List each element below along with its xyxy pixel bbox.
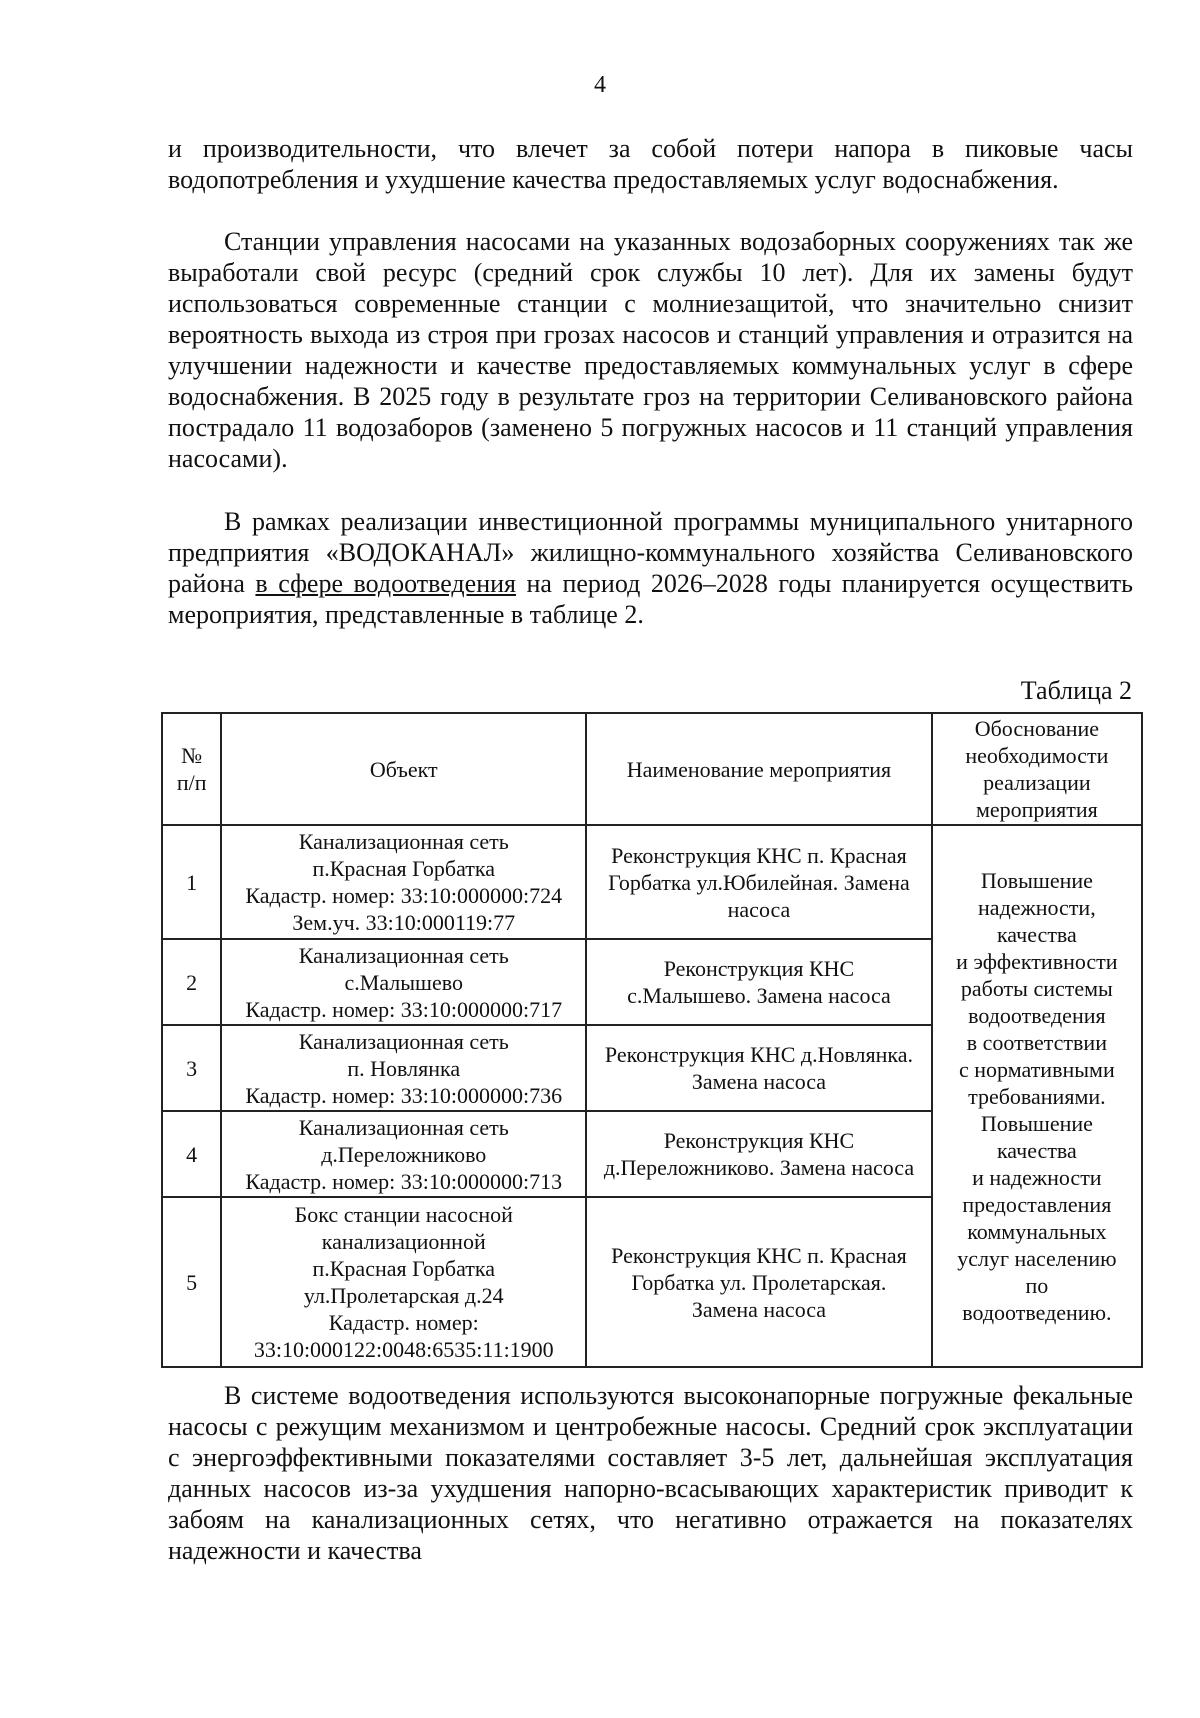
object-line: Кадастр. номер:: [328, 1310, 479, 1335]
object-line: 33:10:000122:0048:6535:11:1900: [253, 1337, 554, 1362]
justification-line: предоставления: [962, 1191, 1112, 1217]
action-line: Замена насоса: [691, 1296, 827, 1322]
paragraph-3-text-end: на период 2026–2028 годы планируется осуществить мероприятия, представленные в таблице 2.: [168, 569, 1133, 629]
table-row: [162, 825, 1142, 939]
header-action: Наименование мероприятия: [586, 713, 932, 825]
table-caption: Таблица 2: [1020, 676, 1132, 705]
header-justification-line: реализации: [983, 770, 1091, 795]
justification-cell: [932, 825, 1142, 1367]
row-object: [221, 825, 586, 939]
justification-line: в соответствии: [966, 1029, 1107, 1055]
object-line: Канализационная сеть: [298, 942, 509, 968]
paragraph-3: [168, 506, 1133, 630]
justification-line: водоотведению.: [962, 1299, 1112, 1325]
action-line: д.Переложниково. Замена насоса: [603, 1155, 915, 1180]
header-justification-line: необходимости: [965, 743, 1109, 768]
action-line: Реконструкция КНС: [663, 1128, 855, 1153]
justification-line: по: [1025, 1272, 1049, 1298]
justification-line: и эффективности: [956, 948, 1118, 974]
action-line: Реконструкция КНС п. Красная: [611, 1242, 907, 1268]
header-justification: [932, 713, 1142, 825]
header-justification-line: Обоснование: [974, 716, 1100, 741]
action-line: с.Малышево. Замена насоса: [627, 983, 891, 1008]
object-line: п. Новлянка: [347, 1055, 461, 1081]
object-line: Кадастр. номер: 33:10:000000:736: [245, 1082, 563, 1108]
justification-line: качества: [996, 1137, 1077, 1163]
justification-line: и надежности: [972, 1164, 1102, 1190]
object-line: Бокс станции насосной: [294, 1202, 513, 1227]
row-num: 4: [162, 1111, 221, 1197]
object-line: п.Красная Горбатка: [312, 1256, 496, 1281]
action-line: Горбатка ул.Юбилейная. Замена: [608, 869, 910, 895]
header-num-line: №: [181, 743, 203, 768]
justification-line: коммунальных: [967, 1218, 1107, 1244]
justification-line: надежности,: [978, 894, 1096, 920]
object-line: Канализационная сеть: [298, 1028, 509, 1054]
row-action: [586, 825, 932, 939]
justification-line: водоотведения: [968, 1002, 1106, 1028]
row-num: 3: [162, 1025, 221, 1111]
row-action: [586, 1111, 932, 1197]
justification-line: Повышение: [980, 1110, 1093, 1136]
page-number: 4: [594, 72, 606, 98]
object-line: Зем.уч. 33:10:000119:77: [292, 910, 516, 935]
object-line: Канализационная сеть: [298, 829, 509, 854]
action-line: Горбатка ул. Пролетарская.: [631, 1269, 887, 1295]
row-num: 5: [162, 1197, 221, 1367]
object-line: ул.Пролетарская д.24: [303, 1283, 504, 1308]
row-action: [586, 1197, 932, 1367]
object-line: Кадастр. номер: 33:10:000000:724: [245, 883, 563, 908]
row-object: [221, 1111, 586, 1197]
justification-line: работы системы: [960, 975, 1113, 1001]
header-num: [162, 713, 221, 825]
row-action: [586, 939, 932, 1025]
row-object: [221, 1025, 586, 1111]
paragraph-3-underlined-text: в сфере водоотведения: [255, 569, 516, 598]
header-num-line: п/п: [176, 770, 207, 795]
justification-line: качества: [996, 921, 1077, 947]
object-line: д.Переложниково: [321, 1141, 487, 1167]
paragraph-4: В системе водоотведения используются высоконапорные погружные фекальные насосы с режущим механизмом и центробежные насосы. Средний срок эксплуатации с энергоэффективными показателями составляет 3-5 лет, дальнейшая эксплуатация данных насосов из-за ухудшения напорно-всасывающих характеристик приводит к забоям на канализационных сетях, что негативно отражается на показателях надежности и качества: [168, 1381, 1133, 1565]
object-line: Канализационная сеть: [298, 1114, 509, 1140]
action-line: Замена насоса: [691, 1069, 827, 1094]
object-line: канализационной: [321, 1229, 486, 1254]
justification-line: услуг населению: [957, 1245, 1117, 1271]
object-line: с.Малышево: [344, 969, 464, 995]
header-object: Объект: [221, 713, 586, 825]
row-num: 1: [162, 825, 221, 939]
object-line: Кадастр. номер: 33:10:000000:717: [245, 996, 563, 1022]
object-line: п.Красная Горбатка: [312, 856, 496, 881]
row-object: [221, 1197, 586, 1367]
object-line: Кадастр. номер: 33:10:000000:713: [245, 1168, 563, 1194]
row-num: 2: [162, 939, 221, 1025]
justification-line: требованиями.: [968, 1083, 1106, 1109]
row-action: [586, 1025, 932, 1111]
action-line: Реконструкция КНС п. Красная: [611, 842, 907, 868]
action-line: насоса: [727, 896, 791, 922]
action-line: Реконструкция КНС: [663, 956, 855, 981]
row-object: [221, 939, 586, 1025]
header-justification-line: мероприятия: [975, 797, 1098, 822]
action-line: Реконструкция КНС д.Новлянка.: [604, 1042, 914, 1067]
table-header-row: [162, 713, 1142, 825]
paragraph-3-text-start: В рамках реализации инвестиционной программы муниципального унитарного предприятия «ВОДОКАНАЛ» жилищно-коммунального хозяйства Селивановского района: [168, 507, 1133, 598]
justification-line: с нормативными: [959, 1056, 1115, 1082]
paragraph-2: Станции управления насосами на указанных водозаборных сооружениях так же выработали свой ресурс (средний срок службы 10 лет). Для их замены будут использоваться современные станции с молниезащитой, что значительно снизит вероятность выхода из строя при грозах насосов и станций управления и отразится на улучшении надежности и качестве предоставляемых коммунальных услуг в сфере водоснабжения. В 2025 году в результате гроз на территории Селивановского района пострадало 11 водозаборов (заменено 5 погружных насосов и 11 станций управления насосами).: [168, 227, 1133, 473]
justification-line: Повышение: [980, 867, 1093, 893]
measures-table: [161, 712, 1143, 1368]
paragraph-1: и производительности, что влечет за собой потери напора в пиковые часы водопотребления и ухудшение качества предоставляемых услуг водоснабжения.: [168, 134, 1133, 194]
